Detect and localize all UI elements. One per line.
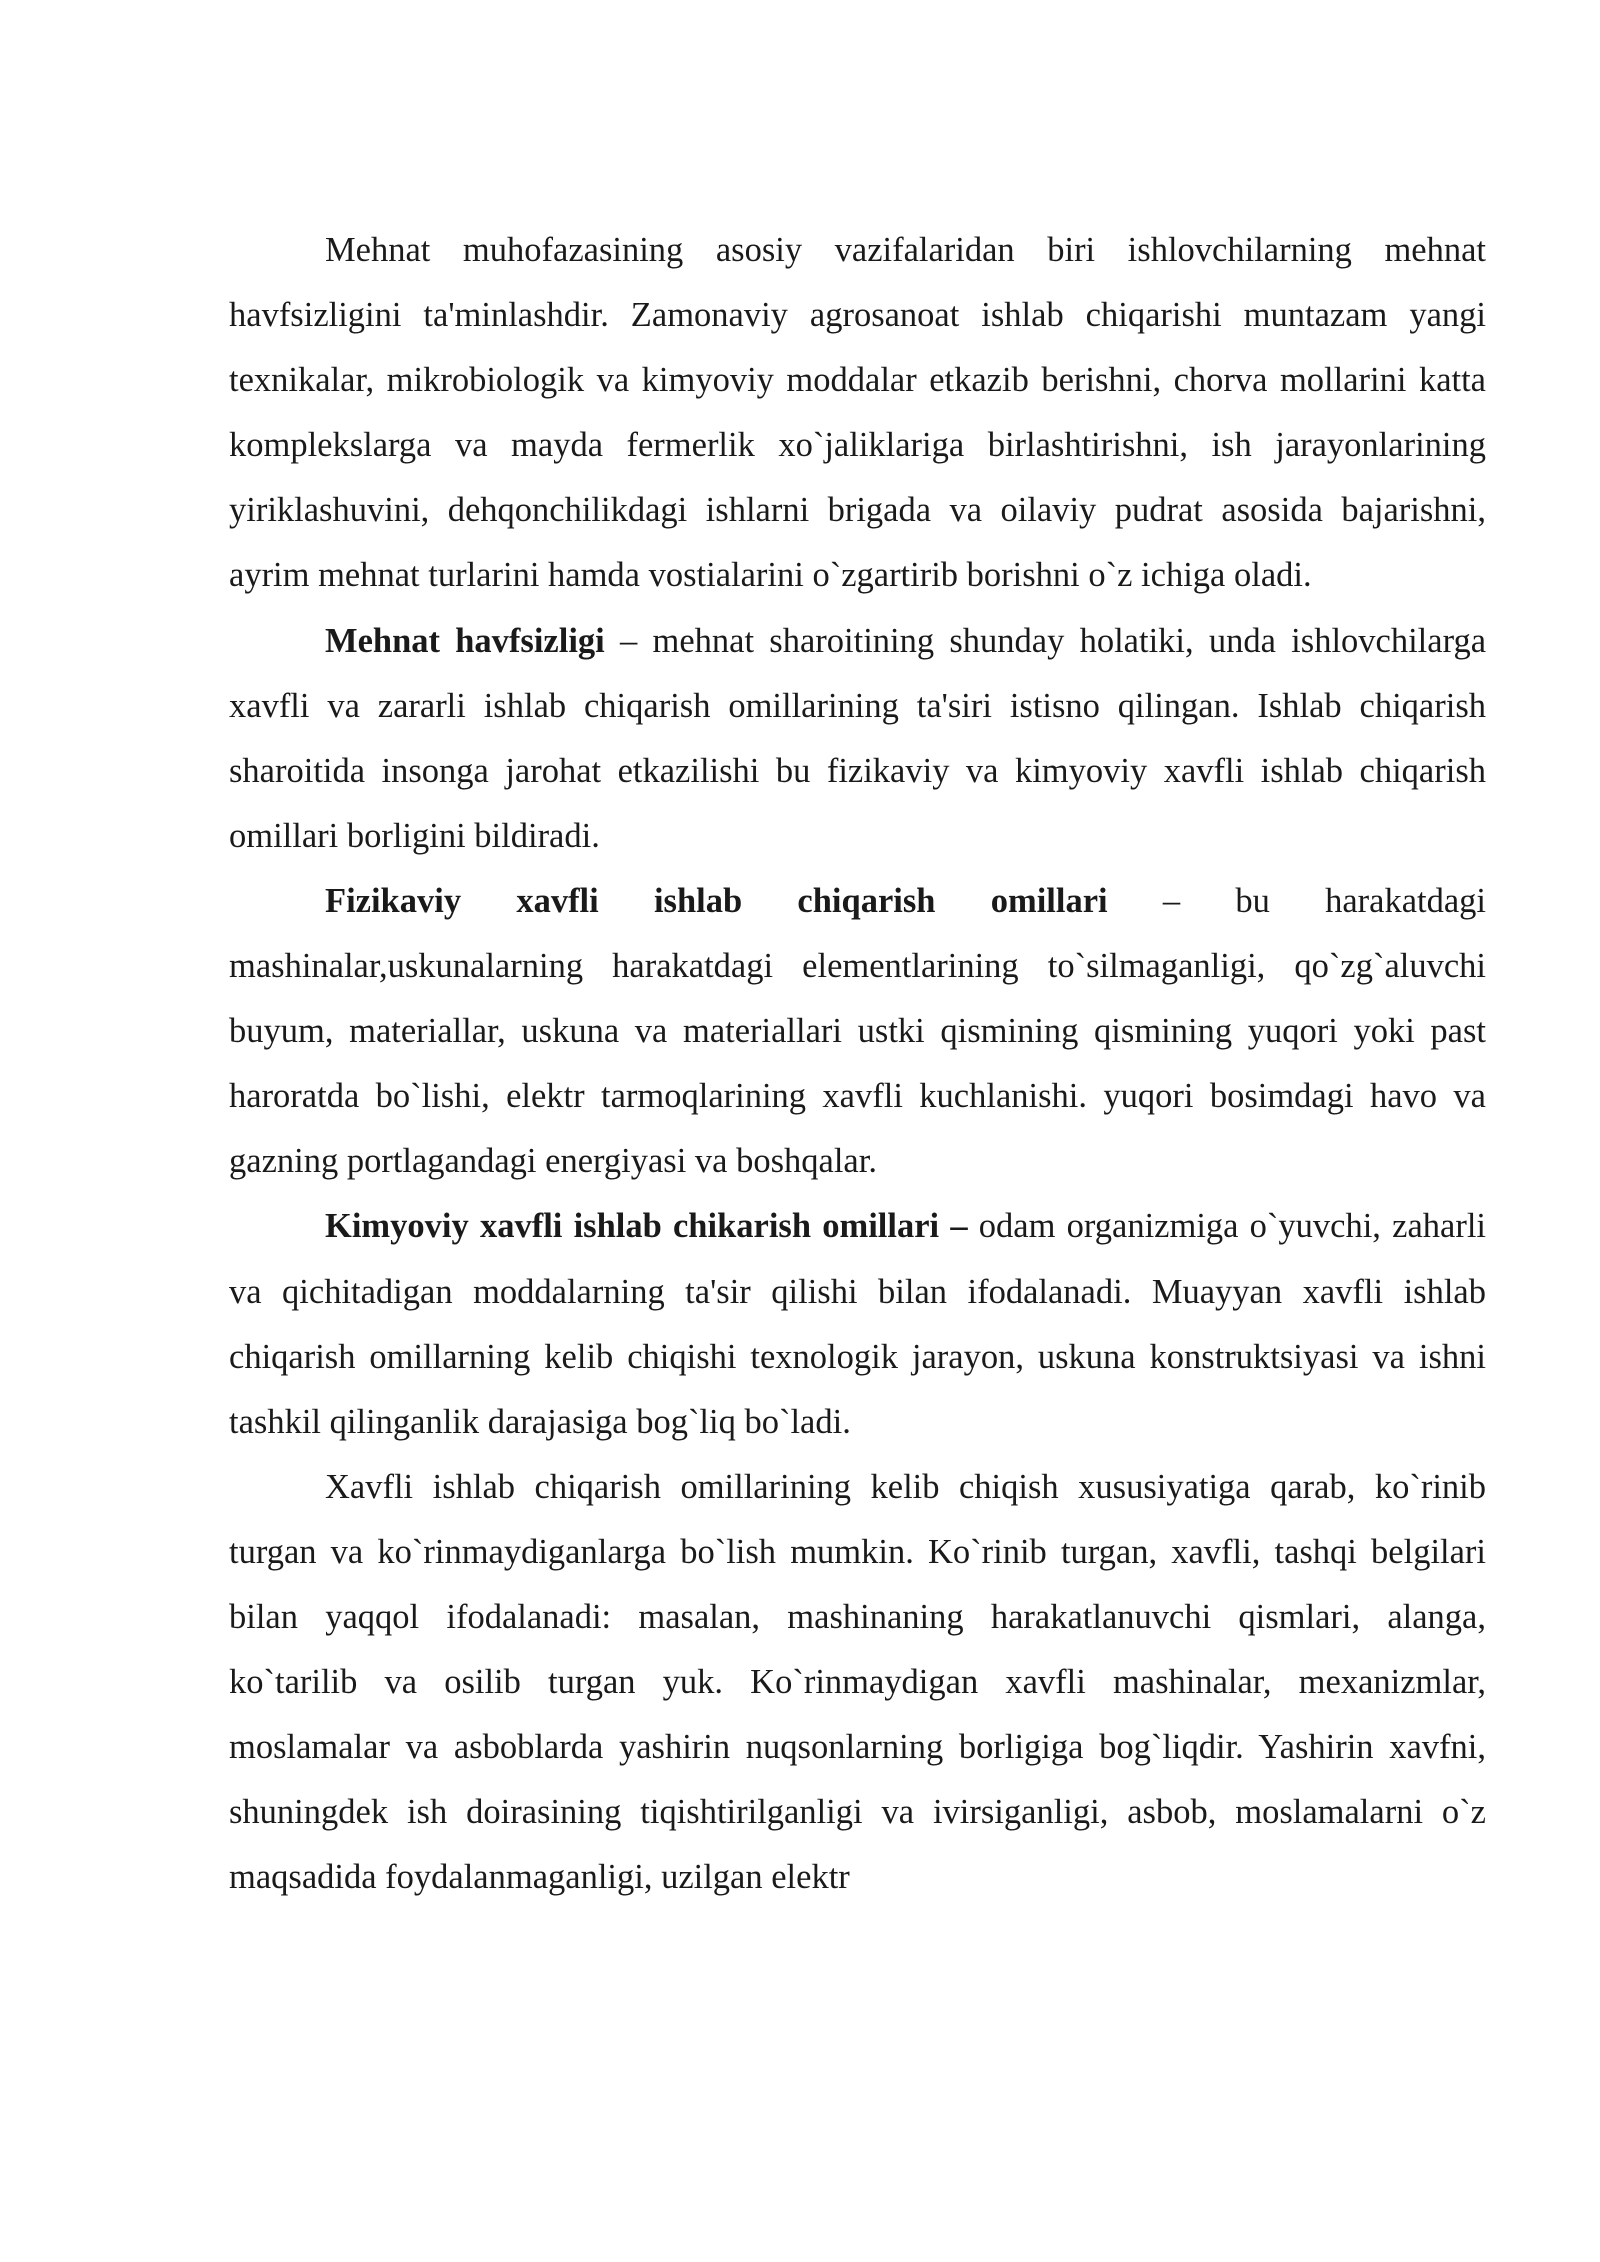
paragraph-3 xyxy=(229,869,1486,1194)
paragraph-4-term: Kimyoviy xavfli ishlab chikarish omillari – xyxy=(325,1207,968,1246)
paragraph-3-term: Fizikaviy xavfli ishlab chiqarish omillari xyxy=(325,881,1108,920)
paragraph-4 xyxy=(229,1194,1486,1454)
paragraph-5-text: Xavfli ishlab chiqarish omillarining kelib chiqish xususiyatiga qarab, ko`rinib turgan va ko`rinmaydiganlarga bo`lish mumkin. Ko`rinib turgan, xavfli, tashqi belgilari bilan yaqqol ifodalanadi: masalan, mashinaning harakatlanuvchi qismlari, alanga, ko`tarilib va osilib turgan yuk. Ko`rinmaydigan xavfli mashinalar, mexanizmlar, moslamalar va asboblarda yashirin nuqsonlarning borligiga bog`liqdir. Yashirin xavfni, shuningdek ish doirasining tiqishtirilganligi va ivirsiganligi, asbob, moslamalarni o`z maqsadida foydalanmaganligi, uzilgan elektr xyxy=(229,1467,1486,1897)
paragraph-2 xyxy=(229,609,1486,869)
paragraph-1-text: Mehnat muhofazasining asosiy vazifalaridan biri ishlovchilarning mehnat havfsizligini ta'minlashdir. Zamonaviy agrosanoat ishlab chiqarishi muntazam yangi texnikalar, mikrobiologik va kimyoviy moddalar etkazib berishni, chorva mollarini katta komplekslarga va mayda fermerlik xo`jaliklariga birlashtirishni, ish jarayonlarining yiriklashuvini, dehqonchilikdagi ishlarni brigada va oilaviy pudrat asosida bajarishni, ayrim mehnat turlarini hamda vostialarini o`zgartirib borishni o`z ichiga oladi. xyxy=(229,231,1486,595)
paragraph-4-text: odam organizmiga o`yuvchi, zaharli va qichitadigan moddalarning ta'sir qilishi bilan ifodalanadi. Muayyan xavfli ishlab chiqarish omillarning kelib chiqishi texnologik jarayon, uskuna konstruktsiyasi va ishni tashkil qilinganlik darajasiga bog`liq bo`ladi. xyxy=(229,1207,1486,1441)
paragraph-1 xyxy=(229,218,1486,609)
paragraph-2-text: – mehnat sharoitining shunday holatiki, unda ishlovchilarga xavfli va zararli ishlab chiqarish omillarining ta'siri istisno qilingan. Ishlab chiqarish sharoitida insonga jarohat etkazilishi bu fizikaviy va kimyoviy xavfli ishlab chiqarish omillari borligini bildiradi. xyxy=(229,621,1487,855)
paragraph-2-term: Mehnat havfsizligi xyxy=(325,621,605,660)
paragraph-5 xyxy=(229,1455,1486,1911)
paragraph-3-text: – bu harakatdagi mashinalar,uskunalarning harakatdagi elementlarining to`silmaganligi, qo`zg`aluvchi buyum, materiallar, uskuna va materiallari ustki qismining qismining yuqori yoki past haroratda bo`lishi, elektr tarmoqlarining xavfli kuchlanishi. yuqori bosimdagi havo va gazning portlagandagi energiyasi va boshqalar. xyxy=(229,881,1486,1181)
document-page xyxy=(229,218,1486,1910)
